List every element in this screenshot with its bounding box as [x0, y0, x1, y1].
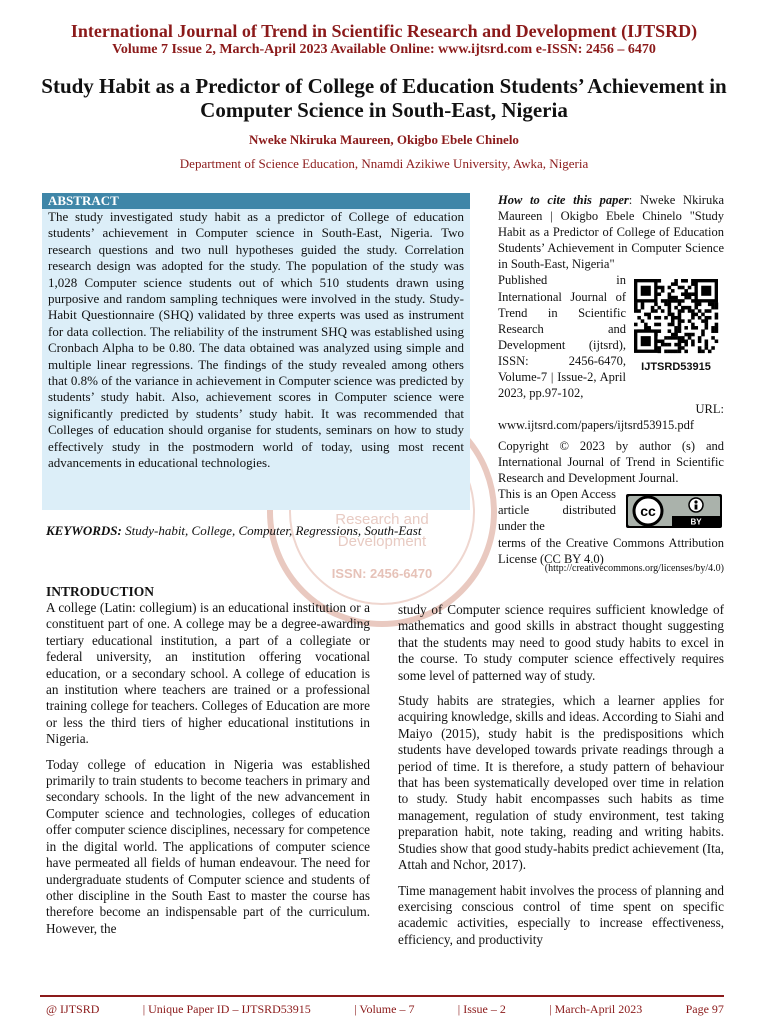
copyright-text: Copyright © 2023 by author (s) and International Journal of Trend in Scientific Research and Development Journal. — [498, 439, 724, 486]
introduction-heading: INTRODUCTION — [46, 584, 155, 599]
journal-issue-info: Volume 7 Issue 2, March-April 2023 Available Online: www.ijtsrd.com e-ISSN: 2456 – 6470 — [112, 42, 656, 57]
author-affiliation: Department of Science Education, Nnamdi Azikiwe University, Awka, Nigeria — [179, 156, 589, 171]
footer-volume: | Volume – 7 — [354, 1002, 415, 1016]
journal-title: International Journal of Trend in Scientific Research and Development (IJTSRD) — [70, 21, 698, 41]
citation-lead: How to cite this paper — [498, 193, 629, 207]
footer-issue: | Issue – 2 — [457, 1002, 506, 1016]
citation-intro: How to cite this paper: Nweke Nkiruka Maureen | Okigbo Ebele Chinelo "Study Habit as a Predictor of College of Education Students’ Achievement in Computer Science in South-East, Nigeria" — [498, 193, 725, 272]
qr-code-label: IJTSRD53915 — [628, 359, 724, 375]
citation-url[interactable]: www.ijtsrd.com/papers/ijtsrd53915.pdf — [498, 418, 695, 433]
open-access-text: This is an Open Access article distributed under the — [498, 487, 616, 534]
body-paragraph: study of Computer science requires sufficient knowledge of mathematics and good skills in abstract thought suggesting that the students may need to good study habits to excel in the course. To study computer science effectively requires some level of patterned way of study. — [398, 602, 724, 683]
body-paragraph: Time management habit involves the process of planning and exercising conscious control of time spent on specific academic activities, especially to increase effectiveness, efficiency, and productivity — [398, 882, 724, 947]
body-paragraph: Study habits are strategies, which a learner applies for acquiring knowledge, skills and ideas. According to Siahi and Maiyo (2015), study habit is the predispositions which students have developed towards private readings through a period of time. It is therefore, a study pattern of behaviour that has been systematically developed over time in relation to study. Study habit encompasses such habits as time management, regulation of study environment, test taking preparation habit, note taking, reading and writing habits. Studies show that good study-habits predict achievement (Ita, Attah and Nchor, 2017). — [398, 693, 724, 873]
watermark-line4: Development — [337, 533, 427, 550]
footer-journal: @ IJTSRD — [46, 1002, 100, 1016]
abstract-text: The study investigated study habit as a predictor of College of education students’ achievement in Computer science in South-East, Nigeria. Two research questions and two null hypotheses guided the study. Correlation research design was adopted for the study. The population of the study was 1,028 Computer science students out of which 510 students drawn using purposive and random sampling techniques were involved in the study. Study-Habit Questionnaire (SHQ) validated by three experts was used as instrument for data collection. The reliability of the instrument SHQ was established using Cronbach Alpha to be 0.80. The data obtained was analyzed using simple and multiple linear regressions. The findings of the study revealed among others that 0.8% of the variance in achievement in Computer science was predicted by students’ study habit. Also, achievement scores in Computer science were significantly predicted by students’ study habit. It was recommended that Colleges of education should organise for students, seminars on how to study effectively study in the postmodern world of today, using most recent advancements in educational technologies. — [48, 209, 464, 471]
footer-paper-id: | Unique Paper ID – IJTSRD53915 — [142, 1002, 311, 1016]
footer-rule — [40, 995, 724, 997]
footer-page-number: Page 97 — [685, 1002, 724, 1016]
cc-by-license-icon — [626, 494, 722, 528]
keywords-text: Study-habit, College, Computer, Regressions, South-East — [125, 523, 422, 538]
citation-details: Published in International Journal of Trend in Scientific Research and Development (ijtsrd), ISSN: 2456-6470, Volume-7 | Issue-2, April 2023, pp.97-102, — [498, 273, 626, 401]
body-paragraph: Today college of education in Nigeria was established primarily to train students to become teachers in primary and secondary schools. In the light of the new advancement in Computer science and technologies, colleges of education offer computer science disciplines, necessary for competence in the digital world. The applications of computer science have permeated all fields of human endeavour. The need for undergraduate students of Computer science and students of other discipline in the South East to master the course has therefore become an indispensable part of the curriculum. However, the — [46, 756, 370, 936]
by-text: BY — [690, 517, 702, 527]
keywords-label: KEYWORDS: — [46, 523, 122, 538]
license-url[interactable]: (http://creativecommons.org/licenses/by/4.0) — [544, 563, 724, 574]
cc-text: cc — [640, 503, 656, 519]
watermark-line3: Research and — [335, 511, 429, 528]
body-paragraph: A college (Latin: collegium) is an educational institution or a constituent part of one. A college may be a degree-awarding tertiary educational institution, a part of a collegiate or federal university, an institution offering vocational education, or a secondary school. A college of education is an institution where teachers are trained or a professional training college for teachers. Colleges of Education are more or less the third tiers of higher educational institutions in Nigeria. — [46, 600, 370, 747]
body-column-right — [398, 602, 724, 957]
license-text: terms of the Creative Commons Attribution License (CC BY 4.0) — [498, 535, 724, 566]
abstract-heading: ABSTRACT — [42, 193, 470, 209]
keywords — [46, 522, 470, 539]
watermark-issn: ISSN: 2456-6470 — [331, 566, 433, 581]
page-footer — [46, 1002, 724, 1017]
body-column-left — [46, 584, 370, 946]
paper-authors: Nweke Nkiruka Maureen, Okigbo Ebele Chinelo — [249, 132, 519, 147]
citation-url-label: URL: — [695, 402, 724, 417]
footer-period: | March-April 2023 — [549, 1002, 643, 1016]
paper-title: Study Habit as a Predictor of College of Education Students’ Achievement in Computer Science in South-East, Nigeria — [41, 74, 727, 122]
abstract-box — [42, 193, 470, 510]
